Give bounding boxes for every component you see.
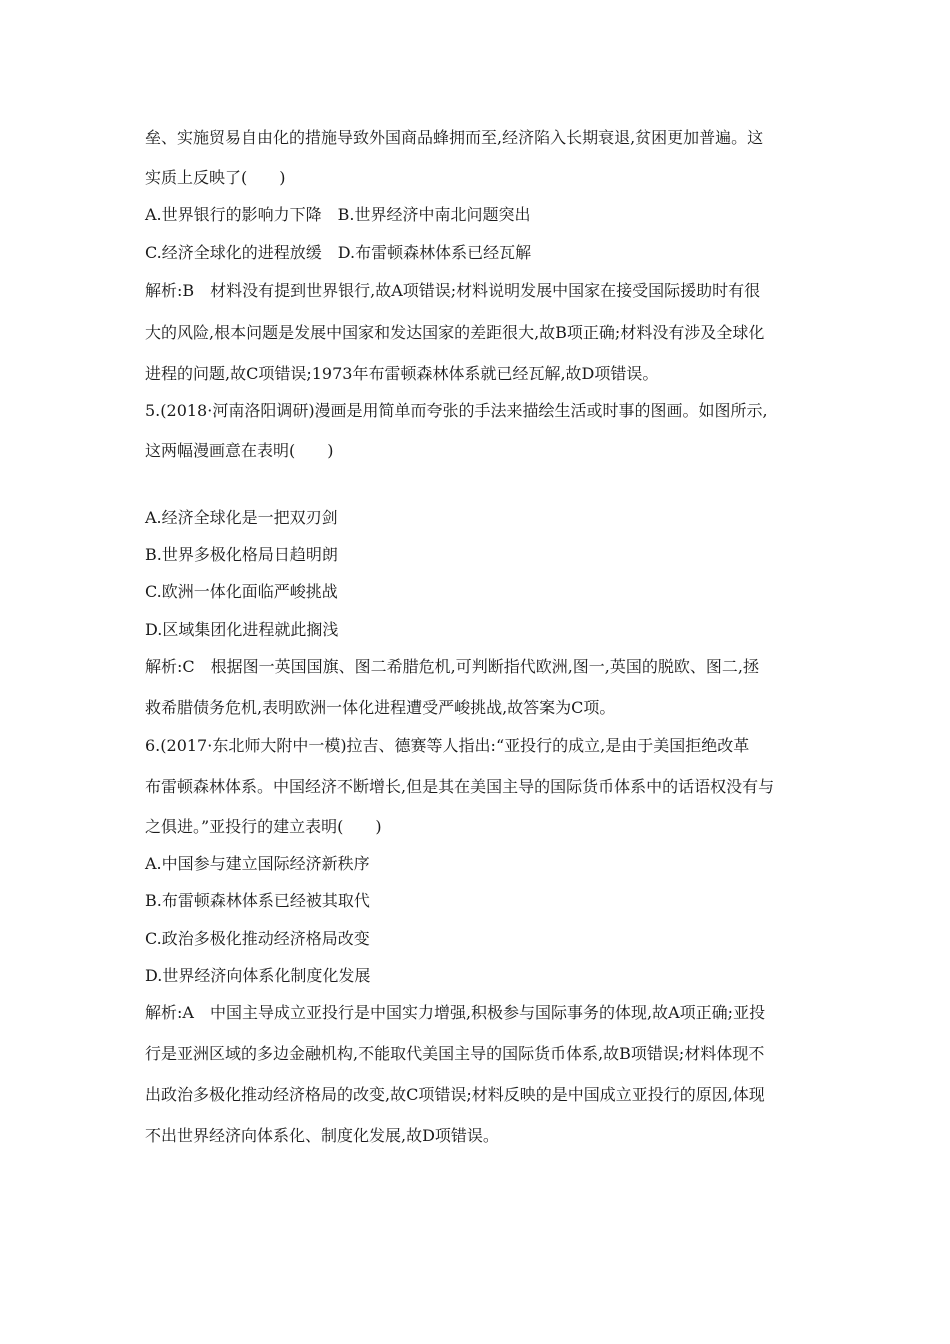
q6-analysis-line-3: 出政治多极化推动经济格局的改变,故C项错误;材料反映的是中国成立亚投行的原因,体现	[145, 1085, 765, 1104]
q6-analysis-line-2: 行是亚洲区域的多边金融机构,不能取代美国主导的国际货币体系,故B项错误;材料体现不	[145, 1044, 765, 1063]
q5-analysis-line-1: 解析:C 根据图一英国国旗、图二希腊危机,可判断指代欧洲,图一,英国的脱欧、图二,拯	[145, 657, 759, 676]
q5-option-b: B.世界多极化格局日趋明朗	[145, 545, 338, 564]
q6-stem-line-3: 之俱进。”亚投行的建立表明( )	[145, 817, 382, 836]
q6-option-c: C.政治多极化推动经济格局改变	[145, 929, 370, 948]
q5-analysis-line-2: 救希腊债务危机,表明欧洲一体化进程遭受严峻挑战,故答案为C项。	[145, 698, 616, 717]
q6-option-a: A.中国参与建立国际经济新秩序	[145, 854, 370, 873]
q4-analysis-line-2: 大的风险,根本问题是发展中国家和发达国家的差距很大,故B项正确;材料没有涉及全球化	[145, 323, 765, 342]
q4-stem-line-2: 实质上反映了( )	[145, 168, 286, 187]
q5-option-c: C.欧洲一体化面临严峻挑战	[145, 582, 338, 601]
q4-analysis-line-3: 进程的问题,故C项错误;1973年布雷顿森林体系就已经瓦解,故D项错误。	[145, 364, 659, 383]
q4-options-line-1: A.世界银行的影响力下降 B.世界经济中南北问题突出	[145, 205, 531, 224]
q6-analysis-line-1: 解析:A 中国主导成立亚投行是中国实力增强,积极参与国际事务的体现,故A项正确;亚投	[145, 1003, 766, 1022]
q4-stem-line-1: 垒、实施贸易自由化的措施导致外国商品蜂拥而至,经济陷入长期衰退,贫困更加普遍。这	[145, 128, 764, 147]
q6-option-b: B.布雷顿森林体系已经被其取代	[145, 891, 370, 910]
q6-analysis-line-4: 不出世界经济向体系化、制度化发展,故D项错误。	[145, 1126, 499, 1145]
q4-analysis-line-1: 解析:B 材料没有提到世界银行,故A项错误;材料说明发展中国家在接受国际援助时有很	[145, 281, 761, 300]
q5-stem-line-2: 这两幅漫画意在表明( )	[145, 441, 334, 460]
q5-option-a: A.经济全球化是一把双刃剑	[145, 508, 338, 527]
q5-option-d: D.区域集团化进程就此搁浅	[145, 620, 339, 639]
q6-stem-line-2: 布雷顿森林体系。中国经济不断增长,但是其在美国主导的国际货币体系中的话语权没有与	[145, 777, 775, 796]
q4-options-line-2: C.经济全球化的进程放缓 D.布雷顿森林体系已经瓦解	[145, 243, 532, 262]
q5-stem-line-1: 5.(2018·河南洛阳调研)漫画是用简单而夸张的手法来描绘生活或时事的图画。如图所示,	[145, 401, 768, 420]
q6-option-d: D.世界经济向体系化制度化发展	[145, 966, 371, 985]
q6-stem-line-1: 6.(2017·东北师大附中一模)拉吉、德赛等人指出:“亚投行的成立,是由于美国拒绝改革	[145, 736, 750, 755]
